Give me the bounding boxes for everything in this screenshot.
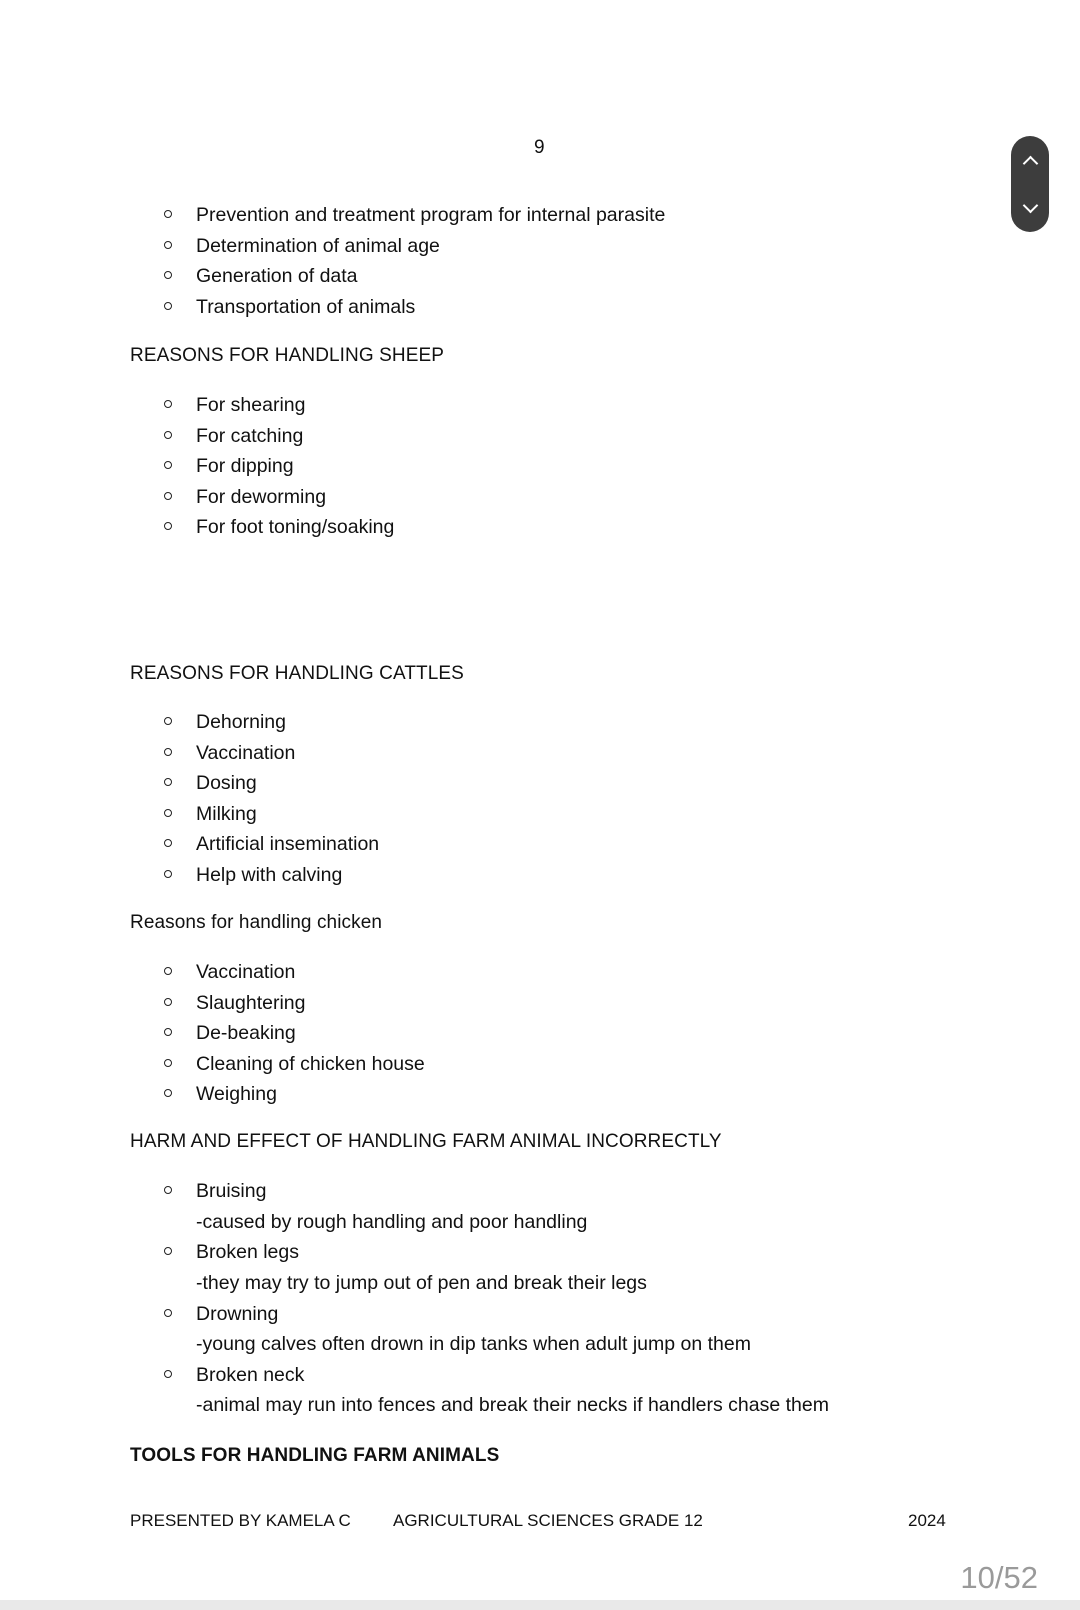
tools-heading: TOOLS FOR HANDLING FARM ANIMALS [130,1445,500,1466]
bullet-circle-icon [164,1059,172,1067]
bullet-circle-icon [164,1309,172,1317]
list-item-text: Milking [196,802,257,825]
list-item-text: Dosing [196,772,257,794]
bullet-circle-icon [164,431,172,439]
list-item-description: -they may try to jump out of pen and break their legs [196,1271,647,1294]
footer-year: 2024 [908,1511,946,1530]
bullet-circle-icon [164,748,172,756]
list-item-text: Transportation of animals [196,295,416,318]
bullet-circle-icon [164,809,172,817]
list-item-text: Slaughtering [196,991,306,1014]
list-item-text: For foot toning/soaking [196,516,395,538]
bottom-scroll-strip [0,1600,1080,1610]
bullet-circle-icon [164,400,172,408]
bullet-circle-icon [164,1370,172,1378]
page-counter: 10/52 [960,1560,1038,1595]
list-item-title: Drowning [196,1302,279,1325]
bullet-circle-icon [164,1186,172,1194]
footer-presenter: PRESENTED BY KAMELA C [130,1511,351,1530]
bullet-circle-icon [164,522,172,530]
bullet-circle-icon [164,241,172,249]
list-item-text: Prevention and treatment program for internal parasite [196,204,666,226]
list-item-text: Artificial insemination [196,833,380,855]
bullet-circle-icon [164,210,172,218]
bullet-circle-icon [164,461,172,469]
bullet-circle-icon [164,717,172,725]
list-item-title: Broken legs [196,1241,299,1264]
list-item-text: Dehorning [196,711,286,733]
chevron-down-icon [1022,197,1038,213]
harm-heading: HARM AND EFFECT OF HANDLING FARM ANIMAL INCORRECTLY [130,1131,722,1152]
bullet-circle-icon [164,870,172,878]
list-item-text: For shearing [196,394,306,416]
bullet-circle-icon [164,302,172,310]
list-item-text: De-beaking [196,1022,296,1044]
bullet-circle-icon [164,492,172,500]
cattle-heading: REASONS FOR HANDLING CATTLES [130,663,464,684]
list-item-text: For deworming [196,485,327,508]
page-navigation-widget [1011,136,1049,232]
bullet-circle-icon [164,1028,172,1036]
previous-page-button[interactable] [1011,136,1049,184]
list-item-text: Weighing [196,1083,277,1105]
bullet-circle-icon [164,1247,172,1255]
list-item-text: Vaccination [196,741,296,764]
page-number: 9 [534,137,545,158]
list-item-text: Cleaning of chicken house [196,1052,425,1075]
list-item-text: Determination of animal age [196,234,440,257]
list-item-text: For dipping [196,455,294,477]
list-item-text: Generation of data [196,265,358,287]
next-page-button[interactable] [1011,184,1049,232]
bullet-circle-icon [164,967,172,975]
list-item-text: Vaccination [196,961,296,983]
list-item-description: -young calves often drown in dip tanks when adult jump on them [196,1333,751,1356]
bullet-circle-icon [164,778,172,786]
bullet-circle-icon [164,271,172,279]
bullet-circle-icon [164,1089,172,1097]
chicken-heading: Reasons for handling chicken [130,912,383,933]
sheep-heading: REASONS FOR HANDLING SHEEP [130,345,445,366]
list-item-title: Broken neck [196,1363,305,1386]
list-item-description: -animal may run into fences and break their necks if handlers chase them [196,1394,829,1417]
list-item-description: -caused by rough handling and poor handling [196,1210,588,1233]
list-item-title: Bruising [196,1180,267,1202]
bullet-circle-icon [164,839,172,847]
chevron-up-icon [1022,155,1038,171]
list-item-text: Help with calving [196,863,343,886]
list-item-text: For catching [196,424,304,447]
bullet-circle-icon [164,998,172,1006]
footer-subject: AGRICULTURAL SCIENCES GRADE 12 [393,1511,703,1530]
